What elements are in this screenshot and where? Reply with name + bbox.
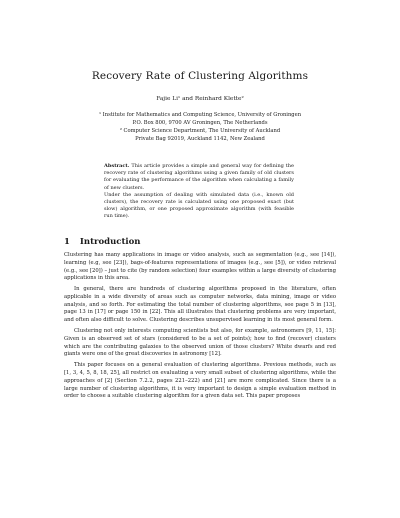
section-number: 1 <box>64 237 70 247</box>
affiliation-2-line-1: ² Computer Science Department, The University of Auckland <box>119 128 281 134</box>
paragraph-2: In general, there are hundreds of clustering algorithms proposed in the literature, often applicable in a wide diversity of areas such as computer networks, data mining, image or video analysis, and so forth. For estimating the total number of clustering algorithms, see page 5 in [13], page 13 in [17] or page 150 in [22]. This all illustrates that clustering problems are very important, and often also difficult to solve. Clustering describes unsupervised learning in its most general form. <box>64 286 336 324</box>
section-heading <box>64 237 344 247</box>
abstract-paragraph-1 <box>104 163 294 192</box>
abstract-label: Abstract. <box>104 163 130 169</box>
paragraph-3: Clustering not only interests computing scientists but also, for example, astronomers [9, 11, 15]: Given is an observed set of stars (considered to be a set of points); how to find (recover) clusters which are the contributing galaxies to the observed union of those clusters? White dwarfs and red giants were one of the great discoveries in astronomy [12]. <box>64 328 336 358</box>
paragraph-1: Clustering has many applications in image or video analysis, such as segmentation (e.g., see [14]), learning (e.g, see [23]), bags-of-features representations of images (e.g., see [5]), or video retrieval (e.g., see [20]) – just to cite (by random selection) four examples within a large diversity of clustering applications in this area. <box>64 252 336 282</box>
section-title: Introduction <box>79 237 141 247</box>
body-text <box>64 252 336 401</box>
paragraph-4: This paper focuses on a general evaluation of clustering algorithms. Previous methods, such as [1, 3, 4, 5, 8, 18, 25], all restrict on evaluating a very small subset of clustering algorithms, while the approaches of [2] (Section 7.2.2, pages 221–222) and [21] are more complicated. Since there is a large number of clustering algorithms, it is very important to design a simple evaluation method in order to choose a suitable clustering algorithm for a given data set. This paper proposes <box>64 362 336 400</box>
abstract <box>104 163 294 221</box>
abstract-paragraph-2: Under the assumption of dealing with simulated data (i.e., known old clusters), the recovery rate is calculated using one proposed exact (but slow) algorithm, or one proposed approximate algorithm (with feasible run time). <box>104 191 294 220</box>
affiliation-1 <box>0 112 400 127</box>
affiliation-2 <box>0 128 400 143</box>
abstract-text-1: This article provides a simple and general way for defining the recovery rate of clustering algorithms using a given family of old clusters for evaluating the performance of the algorithm when calculating a family of new clusters. <box>104 163 294 191</box>
affiliation-2-line-2: Private Bag 92019, Auckland 1142, New Zealand <box>135 135 265 142</box>
paper-title: Recovery Rate of Clustering Algorithms <box>91 70 309 82</box>
affiliation-1-line-1: ¹ Institute for Mathematics and Computing Science, University of Groningen <box>98 112 302 118</box>
affiliation-1-line-2: P.O. Box 800, 9700 AV Groningen, The Netherlands <box>132 119 268 126</box>
authors: Fajie Li¹ and Reinhard Klette² <box>156 96 244 102</box>
